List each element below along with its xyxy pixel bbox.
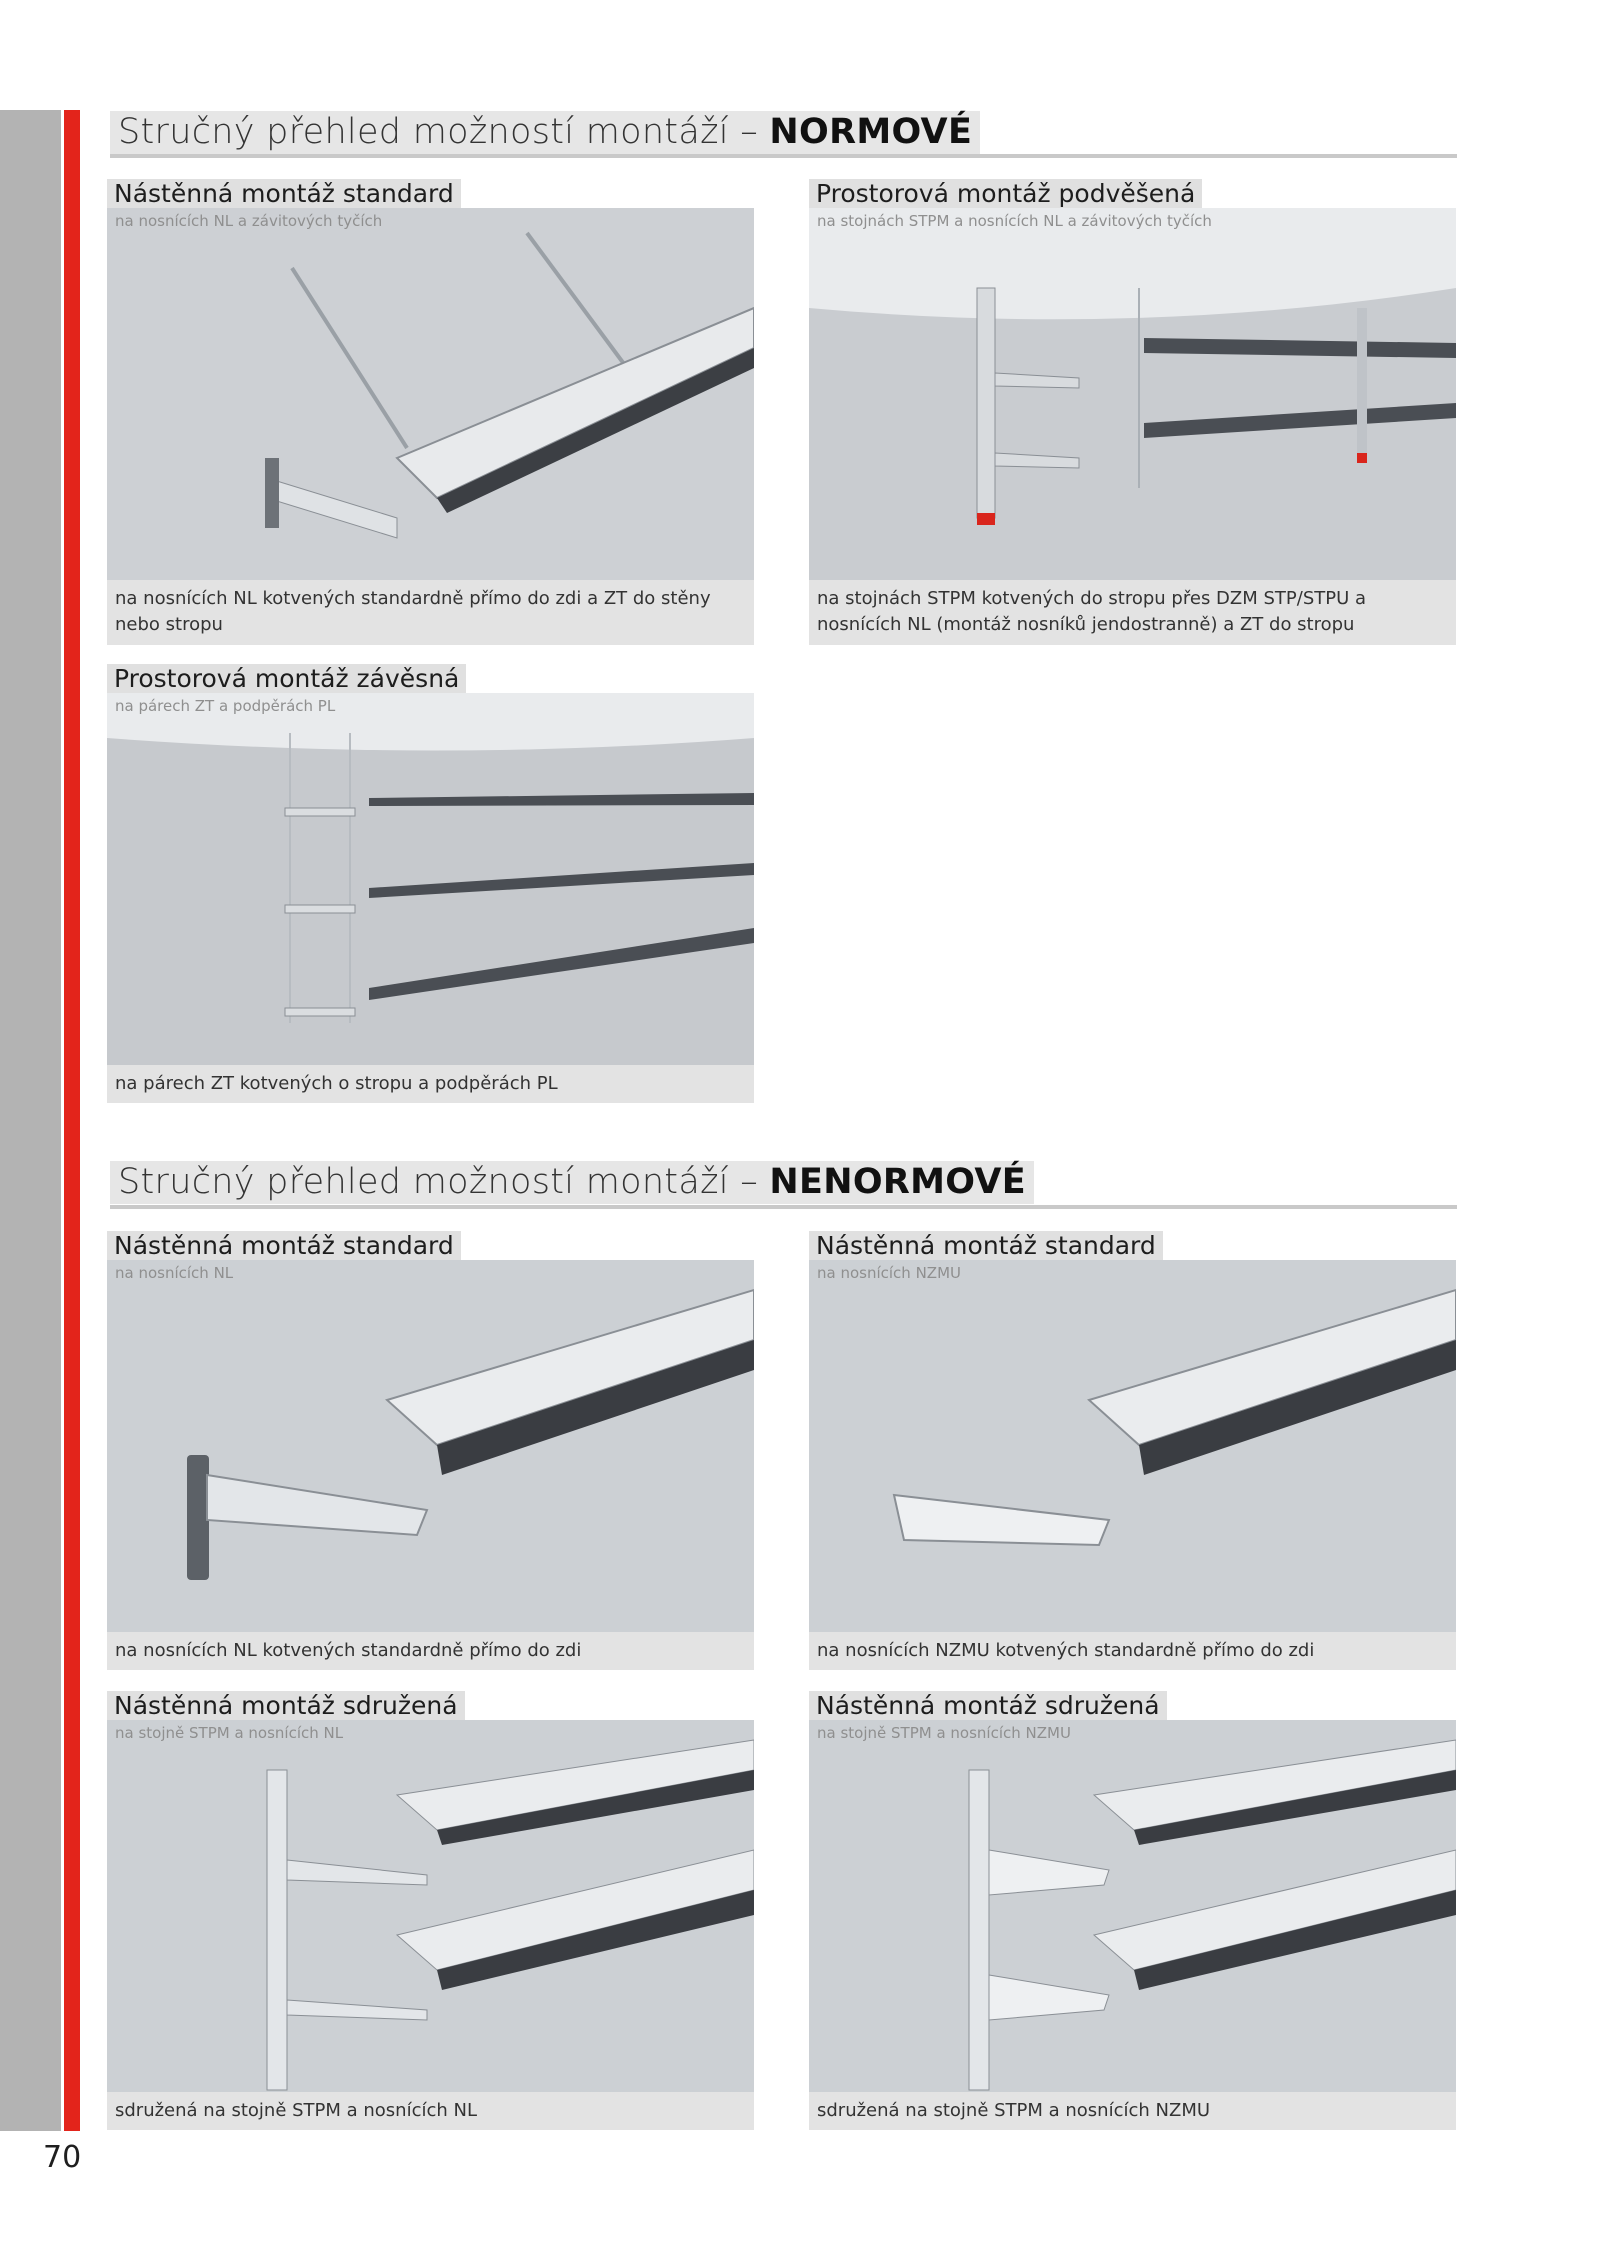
wall-mount-threaded-rods-image [107,208,754,580]
card-subtitle: na nosnících NZMU [817,1264,961,1282]
card-title: Nástěnná montáž sdružená [809,1691,1167,1720]
card-combined-nl [107,1691,754,2130]
card-wall-mount-standard [107,179,754,645]
card-subtitle: na stojně STPM a nosnících NZMU [817,1724,1071,1742]
card-subtitle: na nosnících NL [115,1264,234,1282]
card-combined-nzmu [809,1691,1456,2130]
wall-bracket-nl-image [107,1260,754,1632]
card-subtitle: na nosnících NL a závitových tyčích [115,212,383,230]
card-title: Prostorová montáž závěsná [107,664,466,693]
sidebar-red-band [64,110,80,2131]
card-subtitle: na párech ZT a podpěrách PL [115,697,336,715]
card-title: Prostorová montáž podvěšená [809,179,1202,208]
combined-column-nzmu-image [809,1720,1456,2092]
card-subtitle: na stojnách STPM a nosnících NL a závitových tyčích [817,212,1212,230]
card-caption: na nosnících NL kotvených standardně přímo do zdi [107,1632,754,1670]
page-number: 70 [43,2140,82,2175]
card-wall-standard-nzmu [809,1231,1456,1670]
card-title: Nástěnná montáž standard [809,1231,1163,1260]
card-hanging-mount [107,664,754,1103]
card-caption: na nosnících NL kotvených standardně přímo do zdi a ZT do stěny nebo stropu [107,580,754,645]
section-divider [110,1205,1457,1209]
card-ceiling-suspended [809,179,1456,645]
section-title-light: Stručný přehled možností montáží – [118,112,770,152]
section-title-normove [110,111,980,154]
section-title-nenormove [110,1161,1034,1204]
card-caption: na stojnách STPM kotvených do stropu přes DZM STP/STPU a nosnících NL (montáž nosníků jendostranně) a ZT do stropu [809,580,1456,645]
card-wall-standard-nl [107,1231,754,1670]
card-caption: sdružená na stojně STPM a nosnících NL [107,2092,754,2130]
card-caption: sdružená na stojně STPM a nosnících NZMU [809,2092,1456,2130]
section-title-light: Stručný přehled možností montáží – [118,1162,770,1202]
card-subtitle: na stojně STPM a nosnících NL [115,1724,344,1742]
card-title: Nástěnná montáž standard [107,1231,461,1260]
hanging-trapeze-mount-image [107,693,754,1065]
section-title-bold: NORMOVÉ [769,112,973,152]
combined-column-nl-image [107,1720,754,2092]
card-caption: na nosnících NZMU kotvených standardně přímo do zdi [809,1632,1456,1670]
ceiling-suspended-mount-image [809,208,1456,580]
wall-bracket-nzmu-image [809,1260,1456,1632]
card-title: Nástěnná montáž standard [107,179,461,208]
card-title: Nástěnná montáž sdružená [107,1691,465,1720]
section-title-bold: NENORMOVÉ [769,1162,1026,1202]
sidebar-gray-band [0,110,61,2131]
section-divider [110,154,1457,158]
card-caption: na párech ZT kotvených o stropu a podpěrách PL [107,1065,754,1103]
